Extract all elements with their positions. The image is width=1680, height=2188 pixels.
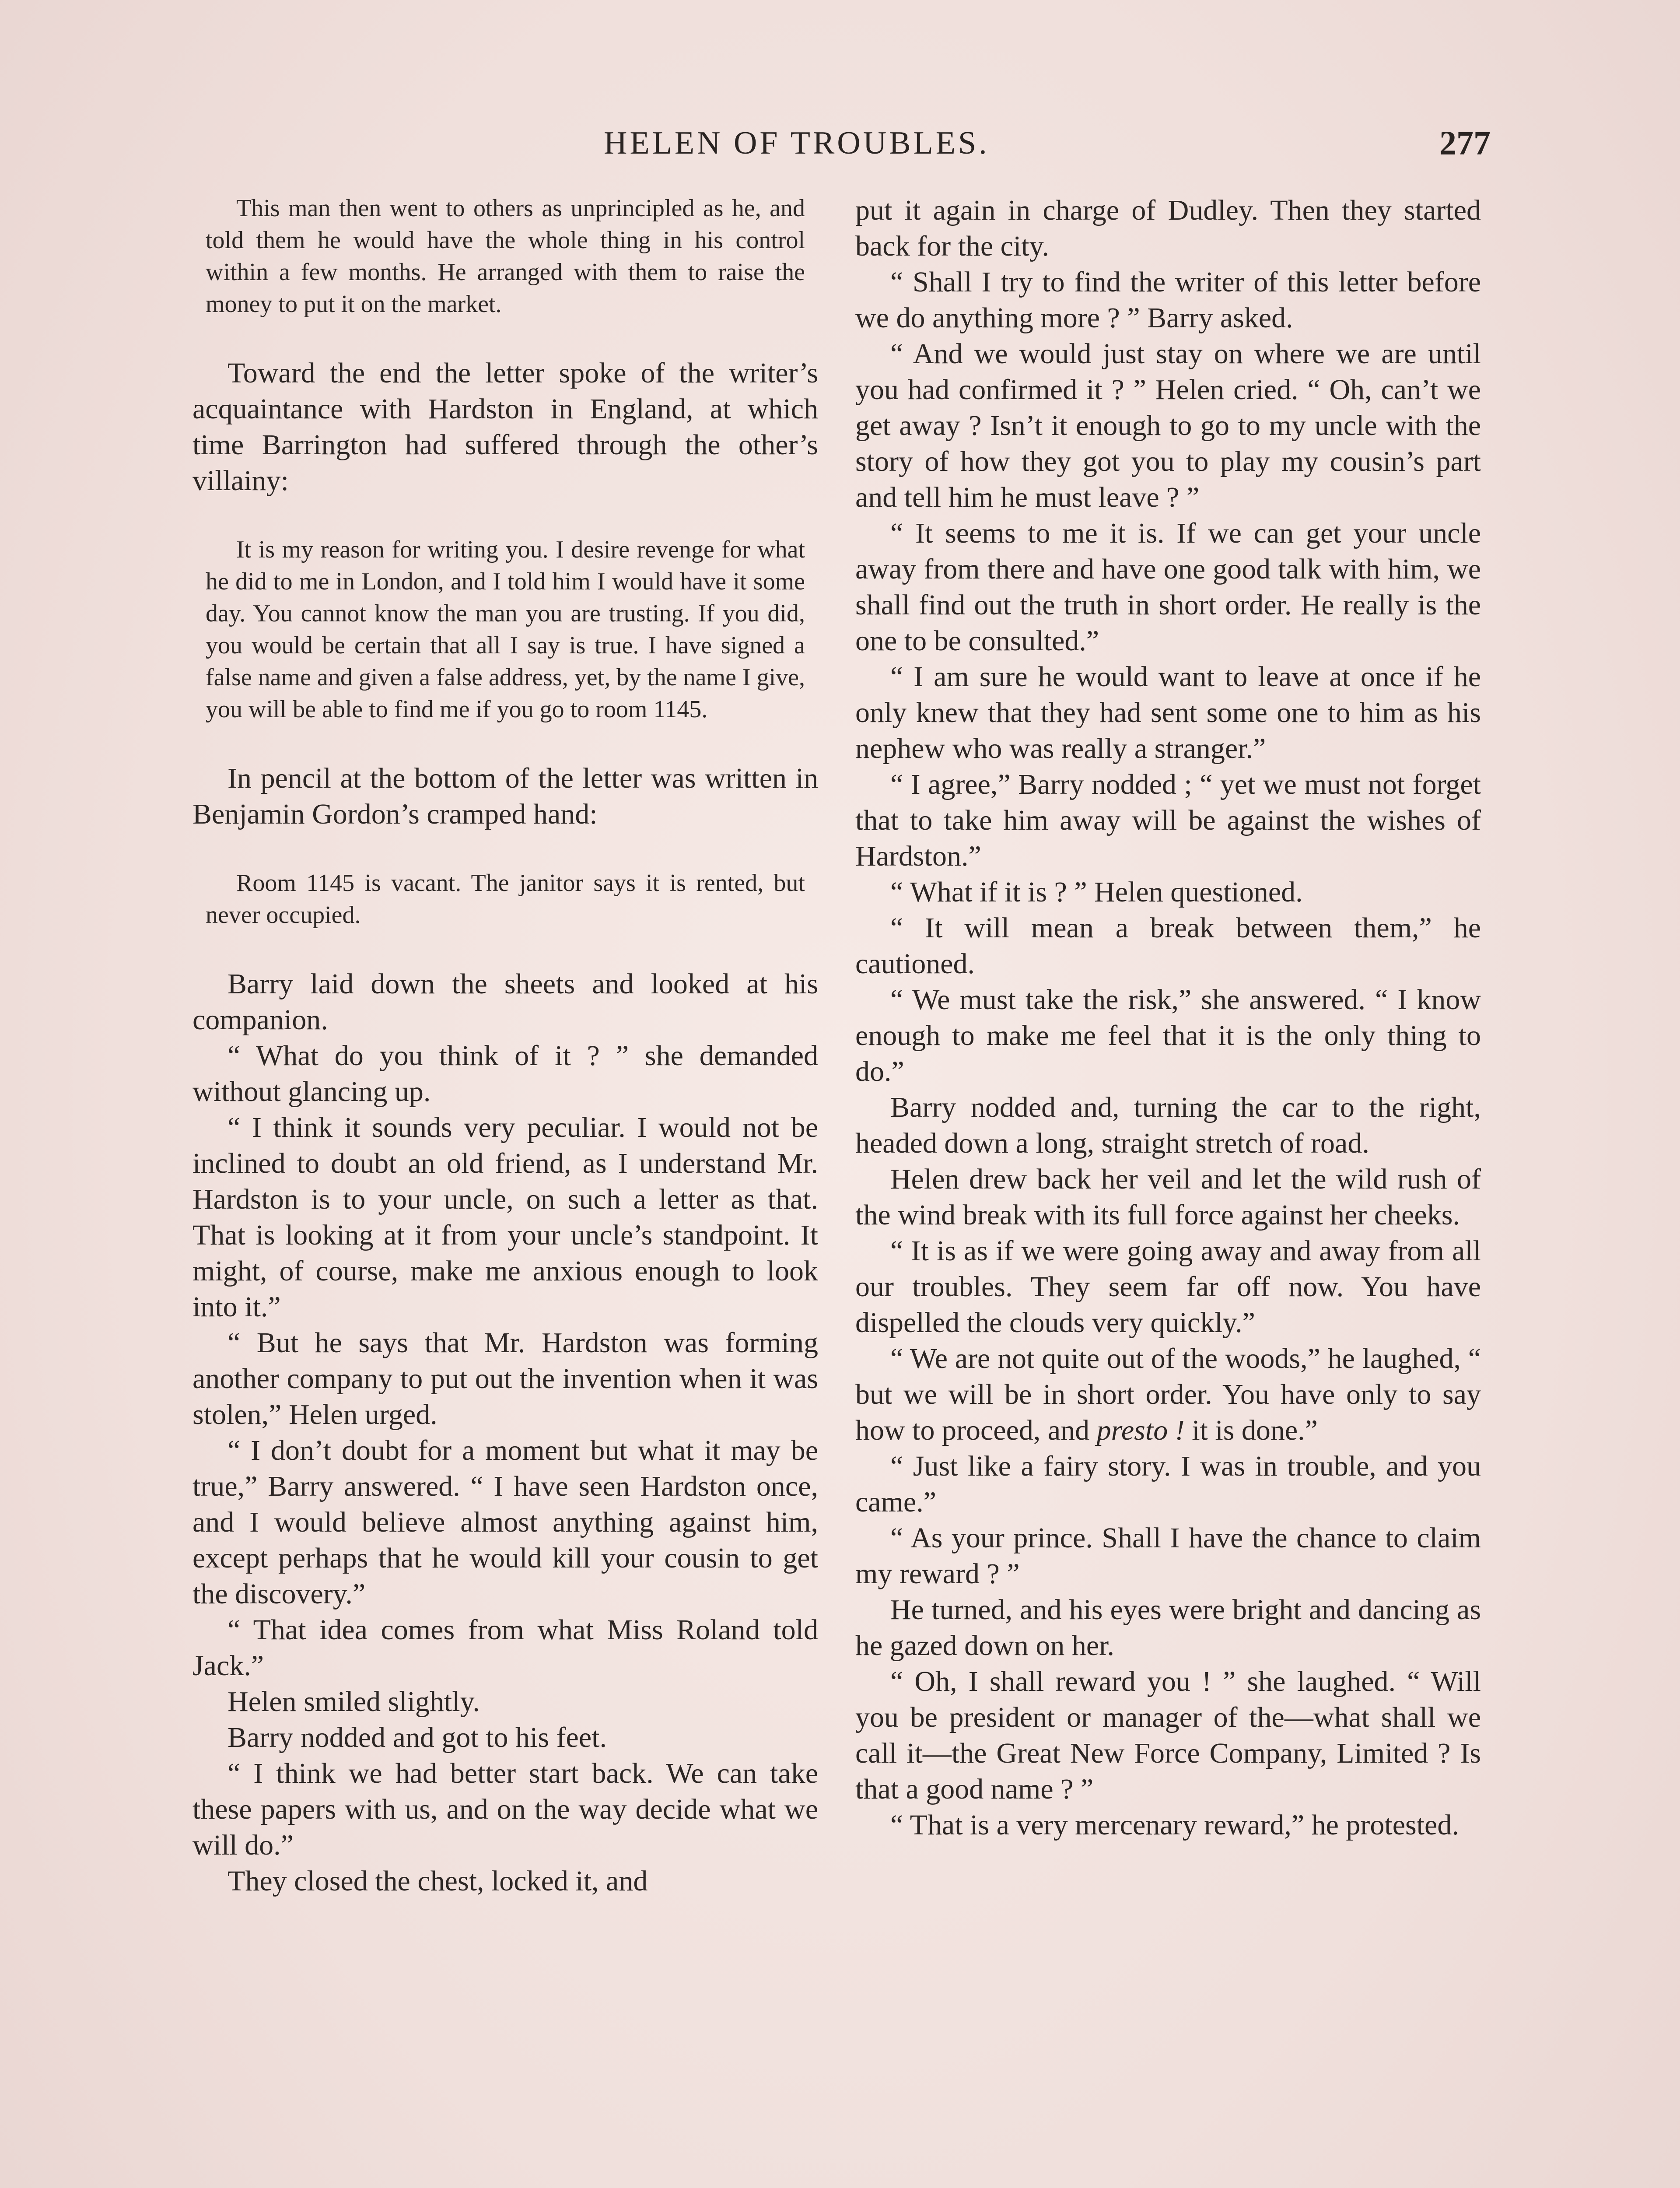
paragraph: “ I agree,” Barry nodded ; “ yet we must not forget that to take him away will be against the wishes of Hardston.” bbox=[855, 768, 1481, 872]
paragraph: “ Oh, I shall reward you ! ” she laughed. “ Will you be president or manager of the—what shall we call it—the Great New Force Company, Limited ? Is that a good name ? ” bbox=[855, 1666, 1481, 1805]
paragraph: “ What do you think of it ? ” she demanded without glancing up. bbox=[192, 1040, 818, 1108]
right-column bbox=[855, 193, 1481, 1843]
text-run: “ We are not quite out of the woods,” he laughed, “ but we will be in short order. You have only to say how to proceed, and bbox=[855, 1343, 1481, 1446]
paragraph: Barry laid down the sheets and looked at his companion. bbox=[192, 968, 818, 1036]
paragraph: They closed the chest, locked it, and bbox=[228, 1865, 648, 1897]
text-run: it is done.” bbox=[1184, 1414, 1318, 1446]
paragraph: “ That is a very mercenary reward,” he protested. bbox=[890, 1809, 1459, 1841]
paragraph: “ I think we had better start back. We can take these papers with us, and on the way decide what we will do.” bbox=[192, 1757, 818, 1861]
paragraph: In pencil at the bottom of the letter was written in Benjamin Gordon’s cramped hand: bbox=[192, 762, 818, 830]
paragraph: Barry nodded and, turning the car to the right, headed down a long, straight stretch of road. bbox=[855, 1091, 1481, 1159]
paragraph: “ That idea comes from what Miss Roland told Jack.” bbox=[192, 1614, 818, 1682]
paragraph: “ It is as if we were going away and away from all our troubles. They seem far off now. You have dispelled the clouds very quickly.” bbox=[855, 1235, 1481, 1339]
left-column bbox=[192, 193, 818, 1899]
italic-word: presto ! bbox=[1096, 1414, 1185, 1446]
paragraph: “ It will mean a break between them,” he cautioned. bbox=[855, 912, 1481, 980]
paragraph: “ As your prince. Shall I have the chance to claim my reward ? ” bbox=[855, 1522, 1481, 1590]
paragraph: Toward the end the letter spoke of the writer’s acquaintance with Hardston in England, at which time Barrington had suffered through the other’s villainy: bbox=[192, 357, 818, 497]
paragraph: Helen drew back her veil and let the wild rush of the wind break with its full force against her cheeks. bbox=[855, 1163, 1481, 1231]
letter-excerpt-2: It is my reason for writing you. I desire revenge for what he did to me in London, and I told him I would have it some day. You cannot know the man you are trusting. If you did, you would be certain that all I say is true. I have signed a false name and given a false address, yet, by the name I give, you will be able to find me if you go to room 1145. bbox=[206, 536, 805, 723]
paragraph: Helen smiled slightly. bbox=[228, 1686, 480, 1718]
page-number: 277 bbox=[1439, 124, 1491, 162]
paragraph: “ We must take the risk,” she answered. “ I know enough to make me feel that it is the only thing to do.” bbox=[855, 984, 1481, 1087]
paragraph: “ I am sure he would want to leave at once if he only knew that they had sent some one to him as his nephew who was really a stranger.” bbox=[855, 661, 1481, 764]
paragraph: “ Shall I try to find the writer of this letter before we do anything more ? ” Barry asked. bbox=[855, 266, 1481, 334]
letter-excerpt-1: This man then went to others as unprincipled as he, and told them he would have the whole thing in his control within a few months. He arranged with them to raise the money to put it on the market. bbox=[206, 195, 805, 318]
paragraph: Barry nodded and got to his feet. bbox=[228, 1722, 607, 1753]
paragraph: “ What if it is ? ” Helen questioned. bbox=[890, 876, 1303, 908]
paragraph: He turned, and his eyes were bright and dancing as he gazed down on her. bbox=[855, 1594, 1481, 1662]
paragraph-with-italic bbox=[855, 1341, 1481, 1448]
paragraph: “ And we would just stay on where we are until you had confirmed it ? ” Helen cried. “ Oh, can’t we get away ? Isn’t it enough to go to my uncle with the story of how they got you to play my cousin’s part and tell him he must leave ? ” bbox=[855, 338, 1481, 513]
paragraph: “ I think it sounds very peculiar. I would not be inclined to doubt an old friend, as I understand Mr. Hardston is to your uncle, on such a letter as that. That is looking at it from your uncle’s standpoint. It might, of course, make me anxious enough to look into it.” bbox=[192, 1112, 818, 1323]
paragraph: “ It seems to me it is. If we can get your uncle away from there and have one good talk with him, we shall find out the truth in short order. He really is the one to be consulted.” bbox=[855, 517, 1481, 657]
running-title: HELEN OF TROUBLES. bbox=[604, 125, 990, 161]
paragraph: “ Just like a fairy story. I was in trouble, and you came.” bbox=[855, 1450, 1481, 1518]
paragraph: “ I don’t doubt for a moment but what it may be true,” Barry answered. “ I have seen Hardston once, and I would believe almost anything against him, except perhaps that he would kill your cousin to get the discovery.” bbox=[192, 1434, 818, 1610]
paragraph: put it again in charge of Dudley. Then they started back for the city. bbox=[855, 194, 1481, 262]
paragraph: “ But he says that Mr. Hardston was forming another company to put out the invention when it was stolen,” Helen urged. bbox=[192, 1327, 818, 1431]
pencil-note: Room 1145 is vacant. The janitor says it is rented, but never occupied. bbox=[206, 870, 805, 929]
